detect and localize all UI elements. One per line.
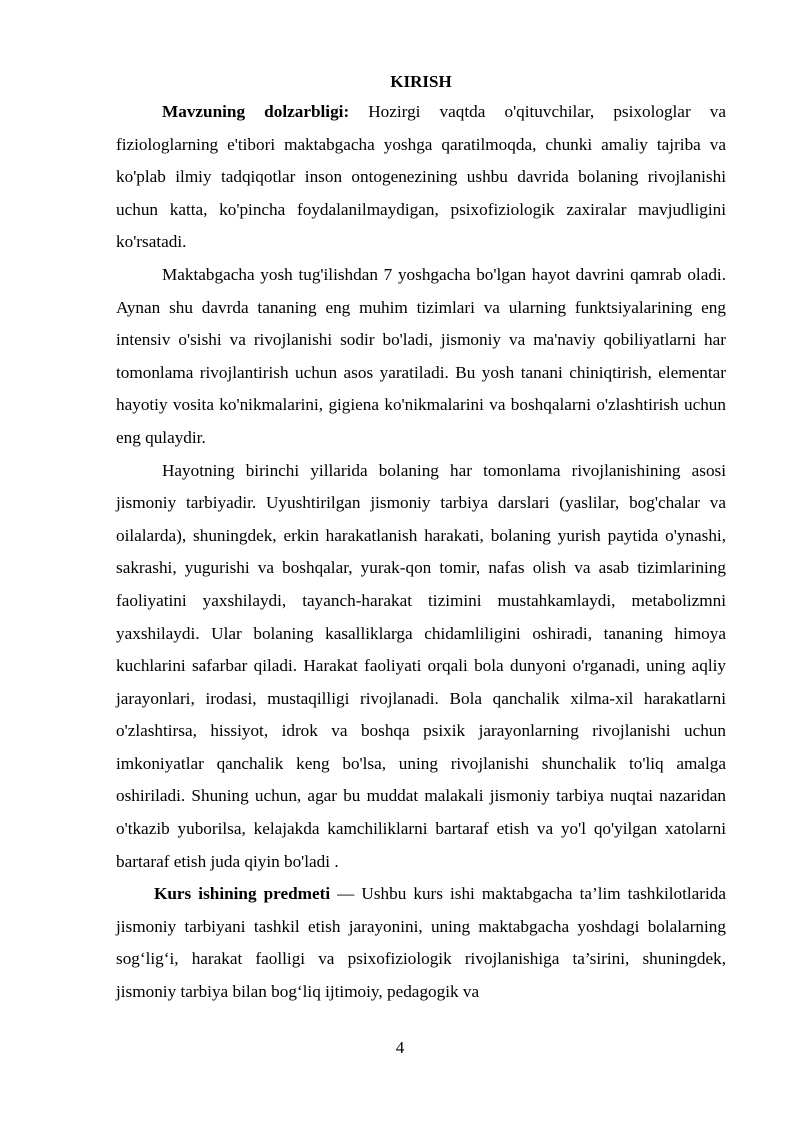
paragraph-lead: Kurs ishining predmeti <box>154 884 331 904</box>
document-page <box>116 72 726 1009</box>
paragraph-lead: Mavzuning dolzarbligi: <box>162 102 350 121</box>
paragraph-text: Hayotning birinchi yillarida bolaning har tomonlama rivojlanishining asosi jismoniy tarbiyadir. Uyushtirilgan jismoniy tarbiya darslari (yaslilar, bog'chalar va oilalarda), shuningdek, erkin harakatlanish harakati, bolaning yurish paytida o'ynashi, sakrashi, yugurishi va boshqalar, yurak-qon tomir, nafas olish va asab tizimlarining faoliyatini yaxshilaydi, tayanch-harakat tizimini mustahkamlaydi, metabolizmni yaxshilaydi. Ular bolaning kasalliklarga chidamliligini oshiradi, tananing himoya kuchlarini safarbar qiladi. Harakat faoliyati orqali bola dunyoni o'rganadi, uning aqliy jarayonlari, irodasi, mustaqilligi rivojlanadi. Bola qanchalik xilma-xil harakatlarni o'zlashtirsa, hissiyot, idrok va boshqa psixik jarayonlarning rivojlanishi uchun imkoniyatlar qanchalik keng bo'lsa, uning rivojlanishi shunchalik to'liq amalga oshiriladi. Shuning uchun, agar bu muddat malakali jismoniy tarbiya nuqtai nazaridan o'tkazib yuborilsa, kelajakda kamchiliklarni bartaraf etish va yo'l qo'yilgan xatolarni bartaraf etish juda qiyin bo'ladi . <box>116 460 726 871</box>
paragraph-physical-education <box>116 455 726 879</box>
paragraph-subject <box>116 878 726 1008</box>
paragraph-text: — Ushbu kurs ishi maktabgacha ta’lim tashkilotlarida jismoniy tarbiyani tashkil etish jarayonini, uning maktabgacha yoshdagi bolalarning sog‘lig‘i, harakat faolligi va psixofiziologik rivojlanishiga ta’sirini, shuningdek, jismoniy tarbiya bilan bog‘liq ijtimoiy, pedagogik va <box>116 884 726 1002</box>
page-title: KIRISH <box>390 72 452 91</box>
page-number: 4 <box>395 1038 405 1057</box>
paragraph-text: Hozirgi vaqtda o'qituvchilar, psixologlar va fiziologlarning e'tibori maktabgacha yoshga qaratilmoqda, chunki amaliy tajriba va ko'plab ilmiy tadqiqotlar inson ontogenezining ushbu davrida bolaning rivojlanishi uchun katta, ko'pincha foydalanilmaydigan, psixofiziologik zaxiralar mavjudligini ko'rsatadi. <box>116 102 726 252</box>
paragraph-relevance <box>116 96 726 259</box>
paragraph-text: Maktabgacha yosh tug'ilishdan 7 yoshgacha bo'lgan hayot davrini qamrab oladi. Aynan shu davrda tananing eng muhim tizimlari va ularning funktsiyalarining eng intensiv o'sishi va rivojlanishi sodir bo'ladi, jismoniy va ma'naviy qobiliyatlarni har tomonlama rivojlantirish uchun asos yaratiladi. Bu yosh tanani chiniqtirish, elementar hayotiy vosita ko'nikmalarini, gigiena ko'nikmalarini va boshqalarni o'zlashtirish uchun eng qulaydir. <box>116 264 726 447</box>
paragraph-preschool-age <box>116 259 726 455</box>
